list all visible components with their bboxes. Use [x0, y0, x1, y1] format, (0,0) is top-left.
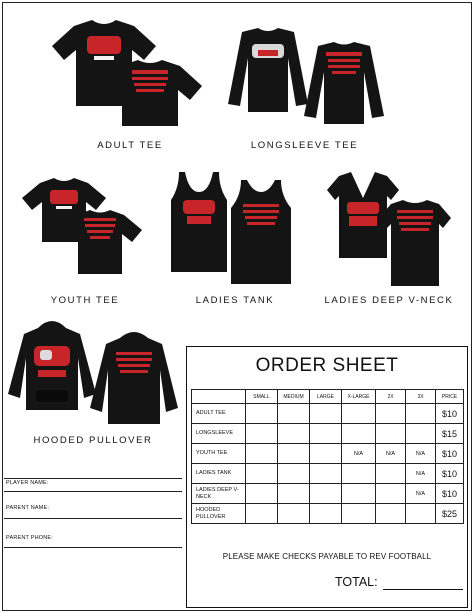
longsleeve-front [228, 28, 308, 112]
row-price: $10 [436, 404, 464, 424]
quantity-cell: N/A [406, 444, 436, 464]
label-ladies-deep-v-neck: LADIES DEEP V-NECK [324, 295, 454, 306]
quantity-cell[interactable] [342, 504, 376, 524]
row-item: ADULT TEE [192, 404, 246, 424]
quantity-cell[interactable] [376, 464, 406, 484]
table-row [192, 504, 464, 524]
order-sheet [186, 346, 468, 608]
column-header: SMALL [246, 390, 278, 404]
player-name-field[interactable] [4, 491, 182, 492]
quantity-cell[interactable] [342, 404, 376, 424]
row-item: LONGSLEEVE [192, 424, 246, 444]
quantity-cell[interactable] [310, 424, 342, 444]
quantity-cell[interactable] [278, 404, 310, 424]
black-hoodie-icon [8, 318, 180, 428]
quantity-cell: N/A [376, 444, 406, 464]
row-item: HOODED PULLOVER [192, 504, 246, 524]
quantity-cell[interactable] [278, 504, 310, 524]
column-header: MEDIUM [278, 390, 310, 404]
product-adult-tee [52, 20, 202, 130]
tank-back [231, 180, 291, 284]
row-price: $10 [436, 444, 464, 464]
black-vneck-icon [325, 172, 455, 290]
longsleeve-back [304, 42, 384, 124]
parent-phone-field[interactable] [4, 547, 182, 548]
table-row [192, 444, 464, 464]
parent-name-label: PARENT NAME: [6, 505, 50, 511]
quantity-cell[interactable] [278, 484, 310, 504]
hoodie-front [8, 321, 96, 410]
label-hooded-pullover: HOODED PULLOVER [33, 435, 153, 446]
quantity-cell[interactable] [246, 404, 278, 424]
quantity-cell[interactable] [376, 404, 406, 424]
player-name-label: PLAYER NAME: [6, 480, 49, 486]
tank-front [171, 172, 227, 272]
checks-payable-note: PLEASE MAKE CHECKS PAYABLE TO REV FOOTBALL [222, 552, 432, 561]
quantity-cell[interactable] [278, 464, 310, 484]
field-line-top [4, 478, 182, 479]
quantity-cell[interactable] [310, 504, 342, 524]
quantity-cell[interactable] [342, 464, 376, 484]
column-header: LARGE [310, 390, 342, 404]
quantity-cell[interactable] [246, 444, 278, 464]
label-ladies-tank: LADIES TANK [195, 295, 275, 306]
parent-phone-label: PARENT PHONE: [6, 535, 54, 541]
column-header: 3X [406, 390, 436, 404]
hoodie-back [90, 332, 178, 424]
product-hooded-pullover [8, 318, 180, 428]
quantity-cell: N/A [342, 444, 376, 464]
quantity-cell[interactable] [246, 504, 278, 524]
product-youth-tee [22, 178, 147, 278]
total-field[interactable] [383, 589, 463, 590]
quantity-cell[interactable] [246, 424, 278, 444]
order-table [191, 389, 464, 524]
quantity-cell[interactable] [310, 444, 342, 464]
total-label: TOTAL: [335, 575, 378, 589]
quantity-cell[interactable] [310, 484, 342, 504]
parent-name-field[interactable] [4, 518, 182, 519]
quantity-cell[interactable] [310, 404, 342, 424]
black-longsleeve-icon [222, 28, 387, 128]
quantity-cell[interactable] [278, 424, 310, 444]
vneck-back [379, 200, 451, 286]
quantity-cell[interactable] [406, 424, 436, 444]
column-header: PRICE [436, 390, 464, 404]
quantity-cell[interactable] [376, 424, 406, 444]
black-tee-icon [52, 20, 202, 130]
row-item: LADIES DEEP V-NECK [192, 484, 246, 504]
label-youth-tee: YOUTH TEE [50, 295, 120, 306]
label-longsleeve-tee: LONGSLEEVE TEE [250, 140, 359, 151]
table-row [192, 404, 464, 424]
table-row [192, 424, 464, 444]
row-item: LADIES TANK [192, 464, 246, 484]
quantity-cell[interactable] [376, 484, 406, 504]
black-tank-icon [165, 172, 305, 287]
row-price: $25 [436, 504, 464, 524]
quantity-cell[interactable] [406, 504, 436, 524]
table-row [192, 484, 464, 504]
order-sheet-title: ORDER SHEET [255, 355, 399, 376]
quantity-cell[interactable] [406, 404, 436, 424]
product-longsleeve-tee [222, 28, 387, 128]
quantity-cell[interactable] [376, 504, 406, 524]
black-youth-tee-icon [22, 178, 147, 278]
quantity-cell: N/A [406, 484, 436, 504]
quantity-cell[interactable] [310, 464, 342, 484]
row-price: $10 [436, 484, 464, 504]
quantity-cell: N/A [406, 464, 436, 484]
quantity-cell[interactable] [342, 484, 376, 504]
product-ladies-deep-v-neck [325, 172, 455, 290]
quantity-cell[interactable] [246, 464, 278, 484]
row-price: $10 [436, 464, 464, 484]
quantity-cell[interactable] [278, 444, 310, 464]
row-price: $15 [436, 424, 464, 444]
product-ladies-tank [165, 172, 305, 287]
column-header [192, 390, 246, 404]
column-header: 2X [376, 390, 406, 404]
label-adult-tee: ADULT TEE [97, 140, 163, 151]
row-item: YOUTH TEE [192, 444, 246, 464]
table-row [192, 464, 464, 484]
order-table-header [192, 390, 464, 404]
quantity-cell[interactable] [246, 484, 278, 504]
column-header: X-LARGE [342, 390, 376, 404]
quantity-cell[interactable] [342, 424, 376, 444]
